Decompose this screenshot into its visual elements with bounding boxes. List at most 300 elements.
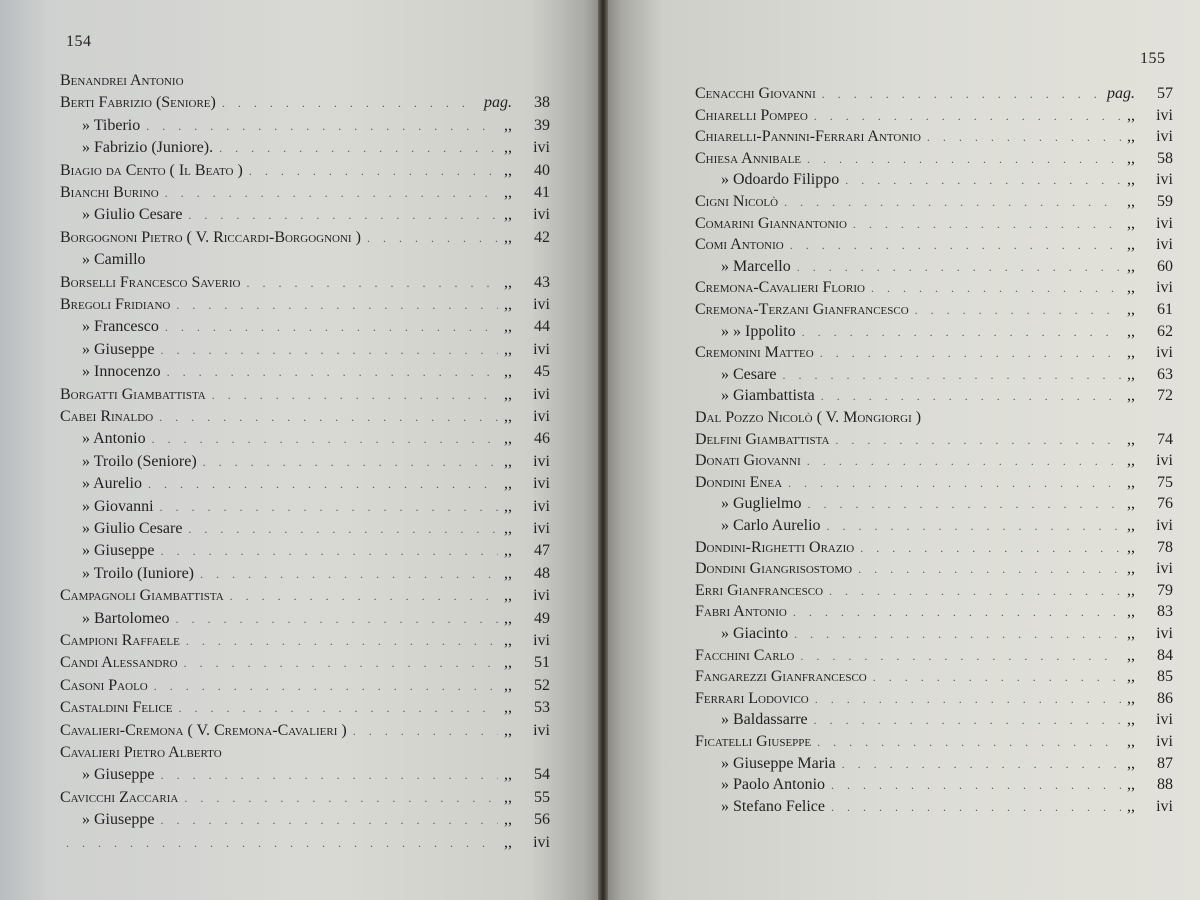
page-prefix: ,, (1127, 322, 1135, 340)
entry-name: » Giambattista (721, 387, 815, 405)
page-reference: 87 (1157, 754, 1173, 772)
dot-leader (159, 410, 498, 425)
page-reference: 76 (1157, 495, 1173, 513)
dot-leader (784, 195, 1121, 210)
index-entry (721, 258, 1173, 280)
page-reference: ivi (533, 475, 550, 493)
page-prefix: ,, (1127, 193, 1135, 210)
page-reference: ivi (533, 452, 550, 470)
page-prefix: ,, (504, 363, 512, 381)
dot-leader (249, 164, 498, 179)
entry-name: » Giulio Cesare (82, 520, 183, 537)
page-prefix: ,, (504, 587, 512, 605)
index-entry (60, 72, 550, 94)
page-prefix: ,, (504, 184, 512, 201)
entry-name: Comarini Giannantonio (695, 214, 847, 232)
dot-leader (807, 454, 1121, 469)
entry-name: Casoni Paolo (60, 676, 148, 694)
page-prefix: ,, (504, 139, 512, 157)
entry-name: Cigni Nicolò (695, 193, 779, 210)
page-reference: ivi (533, 206, 550, 224)
dot-leader (184, 656, 498, 671)
page-reference: 45 (534, 363, 550, 381)
index-entry (60, 744, 550, 766)
entry-name: Cremona-Terzani Gianfrancesco (695, 301, 909, 318)
entry-name: » Giuseppe (82, 766, 155, 784)
page-prefix: ,, (504, 564, 512, 582)
page-reference: 83 (1157, 603, 1173, 621)
entry-name: Cremona-Cavalieri Florio (695, 279, 865, 297)
page-reference: 86 (1157, 689, 1173, 707)
entry-name: » Giuseppe (82, 811, 155, 829)
dot-leader (807, 152, 1121, 167)
page-reference: 72 (1157, 387, 1173, 405)
entry-name: Chiarelli Pompeo (695, 106, 808, 124)
dot-leader (871, 281, 1121, 296)
entry-name: Campagnoli Giambattista (60, 587, 224, 605)
dot-leader (842, 757, 1121, 772)
entry-name: » Baldassarre (721, 711, 808, 729)
entry-name: Ferrari Lodovico (695, 689, 809, 707)
page-reference: 85 (1157, 668, 1173, 686)
page-prefix: ,, (504, 475, 512, 493)
page-reference: 56 (534, 811, 550, 829)
entry-name: » Antonio (82, 430, 146, 448)
entry-name: Biagio da Cento ( Il Beato ) (60, 161, 243, 179)
page-prefix: ,, (1127, 625, 1135, 642)
index-entry (721, 755, 1173, 777)
dot-leader (860, 541, 1121, 556)
page-reference: 42 (534, 228, 550, 246)
page-prefix: ,, (1127, 733, 1135, 750)
entry-name: Comi Antonio (695, 236, 784, 254)
dot-leader (820, 346, 1121, 361)
page-reference: ivi (1156, 733, 1173, 750)
page-reference: ivi (533, 587, 550, 605)
entry-name: Cremonini Matteo (695, 344, 814, 362)
entry-name: Facchini Carlo (695, 646, 795, 664)
page-reference: ivi (1156, 236, 1173, 254)
entry-name: Cavalieri-Cremona ( V. Cremona-Cavalieri ) (60, 721, 347, 739)
page-prefix: ,, (1127, 646, 1135, 664)
page-reference: ivi (533, 408, 550, 425)
page-prefix: ,, (1127, 581, 1135, 599)
page-reference: 62 (1157, 322, 1173, 340)
page-reference: 63 (1157, 365, 1173, 383)
index-entry (695, 582, 1173, 604)
page-prefix: ,, (504, 721, 512, 739)
page-prefix: ,, (1127, 495, 1135, 513)
page-prefix: ,, (1127, 538, 1135, 556)
entry-name: » Giovanni (82, 497, 154, 515)
entry-name: Cenacchi Giovanni (695, 85, 816, 102)
entry-name: » Francesco (82, 318, 159, 336)
page-prefix: ,, (1127, 171, 1135, 189)
index-entry (60, 162, 550, 184)
dot-leader (160, 768, 498, 783)
dot-leader (146, 119, 498, 134)
page-prefix: ,, (1127, 214, 1135, 232)
index-entry (695, 452, 1173, 474)
dot-leader (188, 522, 498, 537)
page-reference: 60 (1157, 257, 1173, 275)
page-prefix: ,, (1127, 452, 1135, 470)
index-entry (82, 766, 550, 788)
entry-name: Candi Alessandro (60, 654, 178, 672)
page-prefix: ,, (504, 206, 512, 224)
page-prefix: ,, (1127, 754, 1135, 772)
page-reference: ivi (533, 385, 550, 403)
dot-leader (219, 141, 498, 156)
page-reference: ivi (1156, 128, 1173, 146)
index-entry (695, 150, 1173, 172)
entry-name: Dondini Giangrisostomo (695, 560, 853, 578)
index-entry (695, 279, 1173, 301)
page-reference: 58 (1157, 149, 1173, 167)
page-reference: 59 (1157, 193, 1173, 210)
dot-leader (835, 433, 1121, 448)
index-entry (721, 495, 1173, 517)
page-reference: 51 (534, 654, 550, 672)
entry-name: Berti Fabrizio (Seniore) (60, 94, 216, 112)
page-prefix: ,, (1127, 236, 1135, 254)
dot-leader (176, 298, 498, 313)
entry-name: » Guglielmo (721, 495, 802, 513)
index-entry (695, 474, 1173, 496)
entry-name: Bianchi Burino (60, 184, 159, 201)
entry-name: » » Ippolito (721, 322, 796, 340)
index-entry (695, 215, 1173, 237)
dot-leader (845, 173, 1121, 188)
page-reference: ivi (1156, 279, 1173, 297)
entry-name: Delfini Giambattista (695, 430, 830, 448)
page-prefix: ,, (504, 385, 512, 403)
page-prefix: ,, (1127, 430, 1135, 448)
index-entry (60, 274, 550, 296)
dot-leader (915, 303, 1121, 318)
page-prefix: ,, (504, 452, 512, 470)
page-reference: 79 (1157, 581, 1173, 599)
page-reference: 61 (1157, 301, 1173, 318)
page-prefix: ,, (504, 788, 512, 806)
index-entry (721, 323, 1173, 345)
dot-leader (154, 679, 498, 694)
index-entry (60, 789, 550, 811)
index-entry (721, 387, 1173, 409)
index-entry (721, 517, 1173, 539)
index-entry (695, 647, 1173, 669)
index-entry (695, 690, 1173, 712)
index-entry (82, 363, 550, 385)
index-entry (695, 603, 1173, 625)
dot-leader (790, 238, 1121, 253)
entry-name: Chiarelli-Pannini-Ferrari Antonio (695, 128, 921, 146)
page-prefix: ,, (1127, 257, 1135, 275)
page-prefix: ,, (1127, 344, 1135, 362)
page-reference: ivi (1156, 517, 1173, 534)
entry-name: Borgognoni Pietro ( V. Riccardi-Borgognoni ) (60, 228, 361, 246)
dot-leader (179, 701, 498, 716)
page-reference: 78 (1157, 538, 1173, 556)
entry-name: » Giacinto (721, 625, 789, 642)
page-reference: 88 (1157, 776, 1173, 794)
index-entry (60, 654, 550, 676)
index-entry (82, 542, 550, 564)
page-reference: 38 (534, 94, 550, 112)
page-reference: 39 (534, 116, 550, 134)
index-entry (82, 453, 550, 475)
index-entry (82, 520, 550, 542)
page-reference: 46 (534, 430, 550, 448)
index-entry (695, 301, 1173, 323)
page-prefix: pag. (484, 94, 512, 112)
page-reference: ivi (1156, 625, 1173, 642)
page-prefix: ,, (504, 632, 512, 649)
page-prefix: ,, (1127, 365, 1135, 383)
entry-name: » Paolo Antonio (721, 776, 826, 794)
index-entry (60, 587, 550, 609)
page-reference: ivi (1156, 214, 1173, 232)
page-prefix: ,, (504, 542, 512, 560)
page-prefix: ,, (504, 766, 512, 784)
page-prefix: ,, (1127, 149, 1135, 167)
entry-name: Benandrei Antonio (60, 72, 184, 89)
page-prefix: ,, (504, 161, 512, 179)
dot-leader (247, 276, 499, 291)
page-reference: 49 (534, 609, 550, 627)
dot-leader (807, 497, 1121, 512)
index-entry (60, 184, 550, 206)
index-entry (60, 94, 550, 116)
page-reference: 57 (1157, 85, 1173, 102)
entry-name: Borgatti Giambattista (60, 385, 206, 403)
page-prefix: ,, (504, 699, 512, 717)
index-entries (603, 0, 1200, 900)
page-reference: ivi (1156, 171, 1173, 189)
index-entry (60, 834, 550, 856)
entry-name: Cavicchi Zaccaria (60, 788, 179, 806)
dot-leader (186, 634, 498, 649)
page-reference: ivi (1156, 452, 1173, 470)
entry-name: Fabri Antonio (695, 603, 787, 621)
dot-leader (222, 96, 478, 111)
entry-name: » Fabrizio (Juniore). (82, 139, 214, 157)
page-number: 155 (1140, 50, 1166, 67)
page-prefix: ,, (1127, 128, 1135, 146)
dot-leader (814, 109, 1121, 124)
index-entry (721, 776, 1173, 798)
page-prefix: ,, (504, 116, 512, 134)
index-entry (721, 366, 1173, 388)
entry-name: » Carlo Aurelio (721, 517, 821, 534)
page-reference: 43 (534, 273, 550, 291)
page-prefix: ,, (504, 520, 512, 537)
index-entry (695, 193, 1173, 215)
index-entry (60, 386, 550, 408)
dot-leader (66, 836, 498, 851)
page-reference: 48 (534, 564, 550, 582)
dot-leader (873, 670, 1121, 685)
entry-name: » Odoardo Filippo (721, 171, 840, 189)
dot-leader (794, 627, 1121, 642)
page-prefix: ,, (504, 228, 512, 246)
entry-name: Chiesa Annibale (695, 149, 802, 167)
page-reference: ivi (1156, 711, 1173, 729)
entry-name: » Tiberio (82, 116, 141, 134)
page-reference: ivi (1156, 344, 1173, 362)
page-reference: 54 (534, 766, 550, 784)
entry-name: Campioni Raffaele (60, 632, 180, 649)
entry-name: Cavalieri Pietro Alberto (60, 744, 222, 761)
entry-name: Donati Giovanni (695, 452, 801, 470)
dot-leader (821, 389, 1121, 404)
page-prefix: ,, (504, 296, 512, 313)
page-prefix: ,, (1127, 711, 1135, 729)
entry-name: » Giuseppe Maria (721, 754, 836, 772)
page-prefix: ,, (504, 833, 512, 851)
entry-name: Dondini-Righetti Orazio (695, 538, 855, 556)
index-entry (82, 610, 550, 632)
dot-leader (160, 500, 498, 515)
dot-leader (160, 343, 498, 358)
dot-leader (188, 208, 498, 223)
page-prefix: ,, (504, 676, 512, 694)
page-reference: ivi (533, 340, 550, 358)
entry-name: Dondini Enea (695, 473, 783, 491)
entry-name: » Cesare (721, 365, 777, 383)
index-entry (695, 431, 1173, 453)
page-reference: ivi (1156, 797, 1173, 815)
dot-leader (367, 231, 498, 246)
entry-name: » Giuseppe (82, 340, 155, 358)
page-prefix: ,, (1127, 797, 1135, 815)
page-prefix: ,, (1127, 279, 1135, 297)
index-entry (721, 171, 1173, 193)
entry-name: » Bartolomeo (82, 609, 170, 627)
dot-leader (793, 605, 1121, 620)
dot-leader (858, 562, 1121, 577)
index-entry (60, 408, 550, 430)
entry-name: » Stefano Felice (721, 797, 825, 815)
page-prefix: ,, (504, 811, 512, 829)
page-reference: ivi (1156, 560, 1173, 578)
index-entry (60, 722, 550, 744)
index-entry (60, 677, 550, 699)
page-reference: ivi (533, 721, 550, 739)
page-prefix: ,, (1127, 106, 1135, 124)
page-prefix: ,, (1127, 560, 1135, 578)
index-entry (721, 798, 1173, 820)
entry-name: Ficatelli Giuseppe (695, 733, 812, 750)
index-entry (721, 625, 1173, 647)
dot-leader (822, 87, 1101, 102)
dot-leader (160, 544, 498, 559)
page-prefix: ,, (1127, 776, 1135, 794)
page-reference: 84 (1157, 646, 1173, 664)
entry-name: Bregoli Fridiano (60, 296, 171, 313)
dot-leader (800, 649, 1121, 664)
dot-leader (802, 325, 1121, 340)
index-entry (695, 107, 1173, 129)
right-page (603, 0, 1200, 900)
entry-name: » Innocenzo (82, 363, 161, 381)
page-number: 154 (66, 33, 92, 50)
dot-leader (797, 260, 1121, 275)
index-entry (82, 498, 550, 520)
dot-leader (148, 477, 498, 492)
index-entry (695, 236, 1173, 258)
entry-name: Erri Gianfrancesco (695, 581, 824, 599)
index-entry (695, 409, 1173, 431)
dot-leader (165, 186, 498, 201)
index-entry (695, 85, 1173, 107)
dot-leader (853, 217, 1121, 232)
dot-leader (927, 130, 1121, 145)
page-reference: ivi (533, 632, 550, 649)
index-entry (695, 668, 1173, 690)
page-prefix: ,, (504, 408, 512, 425)
page-reference: 74 (1157, 430, 1173, 448)
index-entry (82, 139, 550, 161)
page-prefix: ,, (1127, 473, 1135, 491)
page-reference: ivi (533, 497, 550, 515)
dot-leader (814, 713, 1121, 728)
dot-leader (203, 455, 498, 470)
dot-leader (230, 589, 498, 604)
page-reference: ivi (533, 139, 550, 157)
entry-name: » Aurelio (82, 475, 142, 493)
index-entry (60, 296, 550, 318)
dot-leader (176, 612, 498, 627)
page-reference: ivi (533, 296, 550, 313)
page-prefix: ,, (504, 318, 512, 336)
index-entry (721, 711, 1173, 733)
page-prefix: pag. (1107, 85, 1135, 102)
dot-leader (152, 432, 498, 447)
dot-leader (212, 388, 498, 403)
entry-name: » Marcello (721, 257, 791, 275)
book-gutter (598, 0, 608, 900)
page-reference: 55 (534, 788, 550, 806)
page-prefix: ,, (504, 609, 512, 627)
entry-name: » Camillo (82, 251, 146, 269)
page-prefix: ,, (1127, 517, 1135, 534)
entry-name: » Giuseppe (82, 542, 155, 560)
page-reference: 47 (534, 542, 550, 560)
index-entry (695, 560, 1173, 582)
dot-leader (184, 791, 498, 806)
entry-name: Borselli Francesco Saverio (60, 273, 241, 291)
dot-leader (831, 778, 1121, 793)
index-entry (82, 565, 550, 587)
entry-name: » Troilo (Iuniore) (82, 564, 194, 582)
page-prefix: ,, (1127, 301, 1135, 318)
page-prefix: ,, (504, 654, 512, 672)
entry-name: Cabei Rinaldo (60, 408, 154, 425)
dot-leader (200, 567, 498, 582)
dot-leader (167, 365, 498, 380)
index-entry (695, 733, 1173, 755)
page-reference: 44 (534, 318, 550, 336)
index-entry (82, 430, 550, 452)
entry-name: » Giulio Cesare (82, 206, 183, 224)
dot-leader (827, 519, 1121, 534)
entry-name: Castaldini Felice (60, 699, 173, 717)
index-entry (82, 251, 550, 273)
index-entry (82, 206, 550, 228)
page-reference: 75 (1157, 473, 1173, 491)
index-entry (60, 632, 550, 654)
